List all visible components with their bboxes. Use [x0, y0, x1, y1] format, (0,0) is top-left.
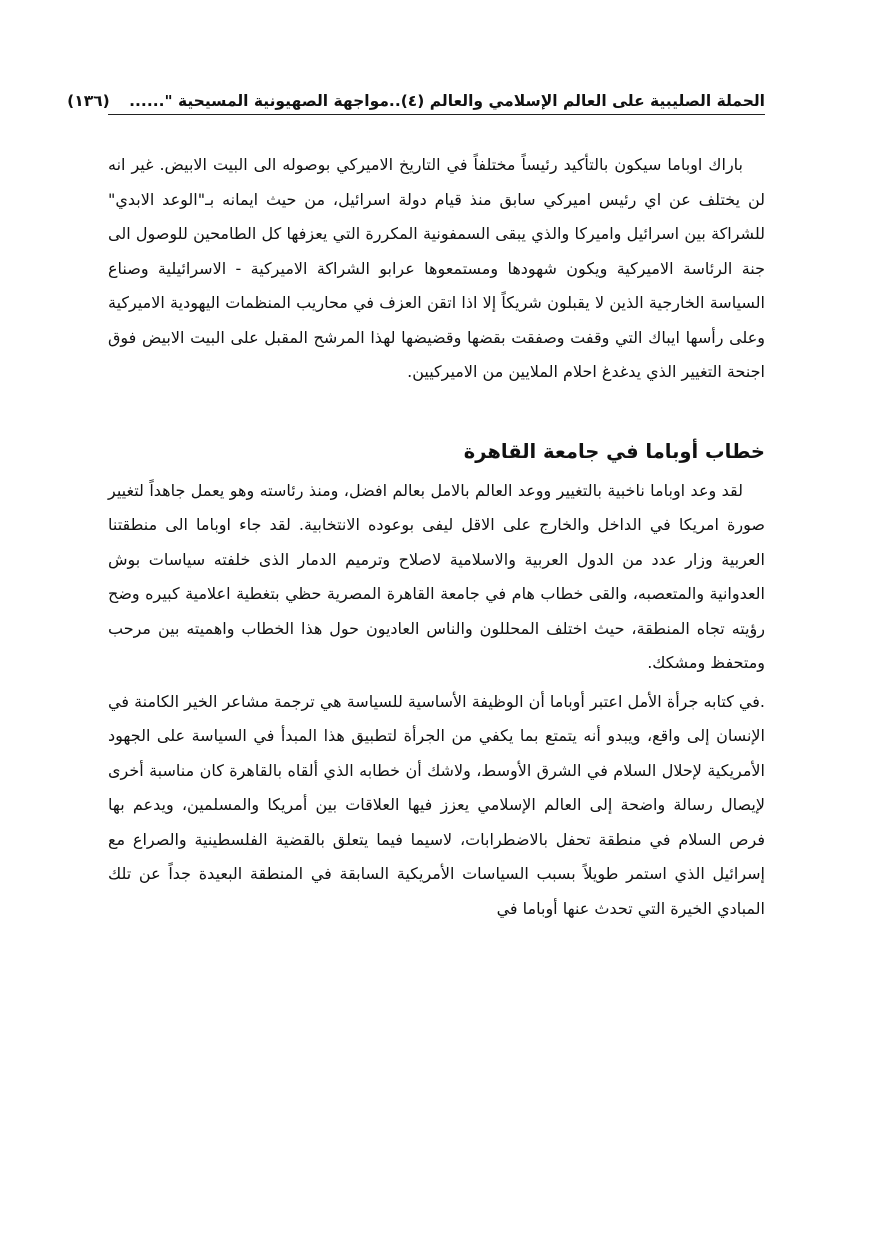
document-body [108, 148, 765, 926]
running-title: الحملة الصليبية على العالم الإسلامي والعالم (٤)..مواجهة الصهيونية المسيحية "...... [129, 92, 765, 110]
body-paragraph-1: باراك اوباما سيكون بالتأكيد رئيساً مختلفاً في التاريخ الاميركي بوصوله الى البيت الابيض. غير انه لن يختلف عن اي رئيس اميركي سابق منذ قيام دولة اسرائيل، من حيث ايمانه بـ"الوعد الابدي" للشراكة بين اسرائيل واميركا والذي يبقى السمفونية المكررة التي يعزفها كل الطامحين للوصول الى جنة الرئاسة الاميركية ويكون شهودها ومستمعوها عرابو الشراكة الاميركية - الاسرائيلية وصناع السياسة الخارجية الذين لا يقبلون شريكاً إلا اذا اتقن العزف في محاريب المنظمات اليهودية الاميركية وعلى رأسها ايباك التي وقفت وصفقت بقضها وقضيضها لهذا المرشح المقبل على البيت الابيض فوق اجنحة التغيير الذي يدغدغ احلام الملايين من الاميركيين. [108, 155, 765, 381]
body-paragraph-2: لقد وعد اوباما ناخبية بالتغيير ووعد العالم بالامل بعالم افضل، ومنذ رئاسته وهو يعمل جاهداً لتغيير صورة امريكا في الداخل والخارج على الاقل ليفى بوعوده الانتخابية. لقد جاء اوباما الى منطقتنا العربية وزار عدد من الدول العربية والاسلامية لاصلاح وترميم الدمار الذى خلفته سياسات بوش العدوانية والمتعصبه، والقى خطاب هام في جامعة القاهرة المصرية حظي بتغطية اعلامية كبيره وضح رؤيته تجاه المنطقة، حيث اختلف المحللون والناس العاديون حول هذا الخطاب واهميته بين مرحب ومتحفظ ومشكك. [108, 480, 765, 672]
page-number: (١٣٦) [67, 92, 110, 110]
running-header [67, 88, 765, 115]
section-heading: خطاب أوباما في جامعة القاهرة [463, 439, 765, 463]
body-paragraph-3: .في كتابه جرأة الأمل اعتبر أوباما أن الوظيفة الأساسية للسياسة هي ترجمة مشاعر الخير الكامنة في الإنسان إلى واقع، ويبدو أنه يتمتع بما يكفي من الجرأة لتطبيق هذا المبدأ في السياسة على الجهود الأمريكية لإحلال السلام في الشرق الأوسط، ولاشك أن خطابه الذي ألقاه بالقاهرة كان مناسبة أخرى لإيصال رسالة واضحة إلى العالم الإسلامي يعزز فيها العلاقات بين أمريكا والمسلمين، ويدعم بها فرص السلام في منطقة تحفل بالاضطرابات، لاسيما فيما يتعلق بالقضية الفلسطينية والصراع مع إسرائيل الذي استمر طويلاً بسبب السياسات الأمريكية السابقة في المنطقة البعيدة جداً عن تلك المبادي الخيرة التي تحدث عنها أوباما في [108, 691, 765, 918]
